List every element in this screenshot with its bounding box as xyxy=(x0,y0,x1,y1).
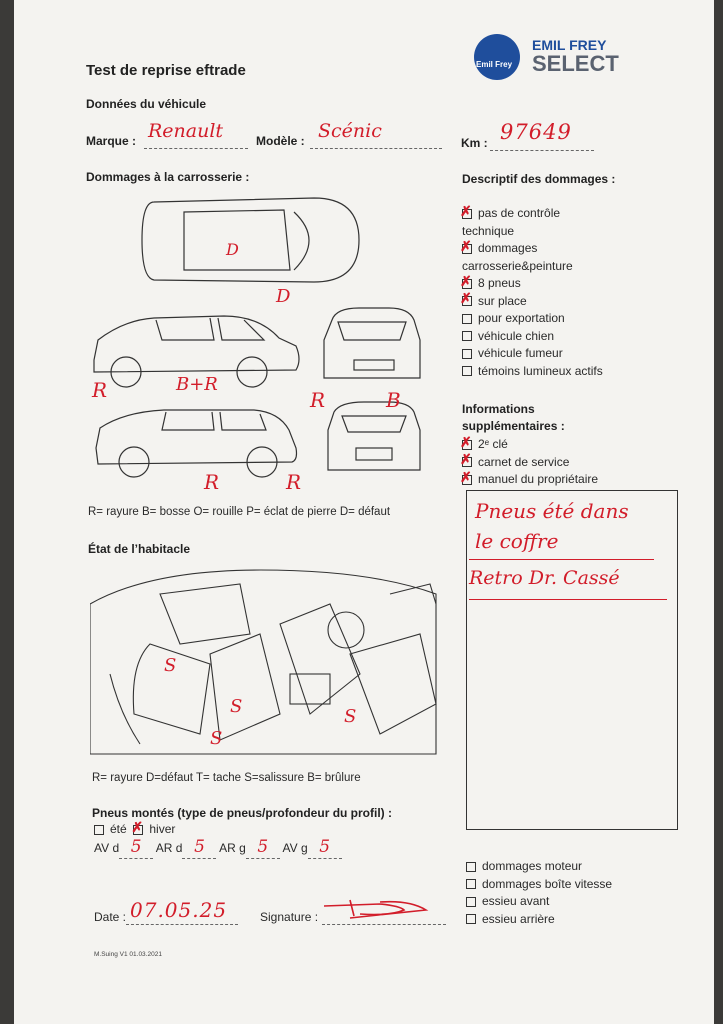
extra-info-heading-1: Informations xyxy=(462,402,535,416)
interior-mark-4: S xyxy=(344,706,357,727)
summer-checkbox[interactable]: été xyxy=(94,822,127,836)
car-diagrams[interactable] xyxy=(84,190,424,490)
signature-label: Signature : xyxy=(260,910,319,924)
interior-diagram[interactable] xyxy=(90,564,446,764)
body-damage-heading: Dommages à la carrosserie : xyxy=(86,170,250,184)
ar-g-field[interactable]: 5 xyxy=(246,839,280,859)
notes-line-2: le coffre xyxy=(475,529,559,553)
av-d-label: AV d xyxy=(94,841,120,855)
interior-mark-2: S xyxy=(230,696,243,717)
extra-opt-2[interactable]: ✗carnet de service xyxy=(462,454,598,472)
body-mark-3: R xyxy=(92,378,108,402)
av-d-field[interactable]: 5 xyxy=(119,839,153,859)
notes-line-1: Pneus été dans xyxy=(475,499,629,523)
marque-value: Renault xyxy=(148,120,224,142)
brand-emblem xyxy=(474,34,520,80)
damage-opt-8[interactable]: témoins lumineux actifs xyxy=(462,363,592,381)
tyre-type-row xyxy=(94,821,175,839)
km-value: 97649 xyxy=(500,120,572,144)
ar-g-label: AR g xyxy=(219,841,246,855)
damage-description-list xyxy=(462,205,603,380)
damage-opt-4[interactable]: ✗sur place xyxy=(462,293,592,311)
brand-line2: SELECT xyxy=(532,51,619,76)
extra-info-heading-2: supplémentaires : xyxy=(462,419,565,433)
av-g-label: AV g xyxy=(282,841,308,855)
damage-opt-7[interactable]: véhicule fumeur xyxy=(462,345,592,363)
modele-value: Scénic xyxy=(318,120,382,142)
modele-field[interactable] xyxy=(310,120,442,149)
body-mark-6: B xyxy=(386,388,401,412)
interior-mark-1: S xyxy=(164,655,177,676)
version-note: M.Suing V1 01.03.2021 xyxy=(94,951,162,958)
damage-description-heading: Descriptif des dommages : xyxy=(462,172,616,186)
engine-opt-3[interactable]: essieu avant xyxy=(466,893,612,911)
av-g-field[interactable]: 5 xyxy=(308,839,342,859)
body-mark-8: R xyxy=(286,470,302,494)
vehicle-heading: Données du véhicule xyxy=(86,97,207,111)
tyres-heading: Pneus montés (type de pneus/profondeur du profil) : xyxy=(92,806,393,820)
marque-label: Marque : xyxy=(86,134,137,148)
damage-opt-1[interactable]: ✗pas de contrôle technique xyxy=(462,205,592,240)
date-value: 07.05.25 xyxy=(130,898,228,922)
extra-opt-1[interactable]: ✗2ᵉ clé xyxy=(462,436,598,454)
form-sheet xyxy=(14,0,714,1024)
form-title: Test de reprise eftrade xyxy=(86,62,246,79)
date-field[interactable] xyxy=(126,898,238,925)
notes-box[interactable] xyxy=(466,490,678,830)
engine-opt-2[interactable]: dommages boîte vitesse xyxy=(466,876,612,894)
notes-rule-2 xyxy=(469,599,667,600)
body-mark-5: R xyxy=(310,388,326,412)
engine-opt-4[interactable]: essieu arrière xyxy=(466,911,612,929)
body-damage-legend: R= rayure B= bosse O= rouille P= éclat de pierre D= défaut xyxy=(88,506,391,518)
engine-list xyxy=(466,858,612,928)
modele-label: Modèle : xyxy=(256,134,305,148)
winter-checkbox[interactable]: ✗ hiver xyxy=(133,822,175,836)
emblem-text: Emil Frey xyxy=(476,60,513,69)
km-label: Km : xyxy=(461,136,488,150)
notes-line-3: Retro Dr. Cassé xyxy=(469,567,620,589)
km-field[interactable] xyxy=(490,120,594,151)
notes-rule-1 xyxy=(469,559,654,560)
damage-opt-3[interactable]: ✗8 pneus xyxy=(462,275,592,293)
body-mark-4: B+R xyxy=(176,374,218,395)
tyre-depth-row xyxy=(94,839,342,859)
ar-d-label: AR d xyxy=(155,841,183,855)
engine-opt-1[interactable]: dommages moteur xyxy=(466,858,612,876)
extra-opt-3[interactable]: ✗manuel du propriétaire xyxy=(462,471,598,489)
signature-scribble xyxy=(320,896,430,922)
interior-heading: État de l’habitacle xyxy=(88,542,191,556)
interior-mark-3: S xyxy=(210,728,223,749)
date-label: Date : xyxy=(94,910,127,924)
damage-opt-5[interactable]: pour exportation xyxy=(462,310,592,328)
damage-opt-6[interactable]: véhicule chien xyxy=(462,328,592,346)
marque-field[interactable] xyxy=(144,120,248,149)
body-mark-1: D xyxy=(226,240,239,259)
damage-opt-2[interactable]: ✗dommages carrosserie&peinture xyxy=(462,240,592,275)
body-mark-2: D xyxy=(276,286,291,307)
ar-d-field[interactable]: 5 xyxy=(182,839,216,859)
brand-line1: EMIL FREY xyxy=(532,37,607,53)
interior-legend: R= rayure D=défaut T= tache S=salissure B= brûlure xyxy=(92,772,361,784)
extra-info-list xyxy=(462,436,598,489)
body-mark-7: R xyxy=(204,470,220,494)
